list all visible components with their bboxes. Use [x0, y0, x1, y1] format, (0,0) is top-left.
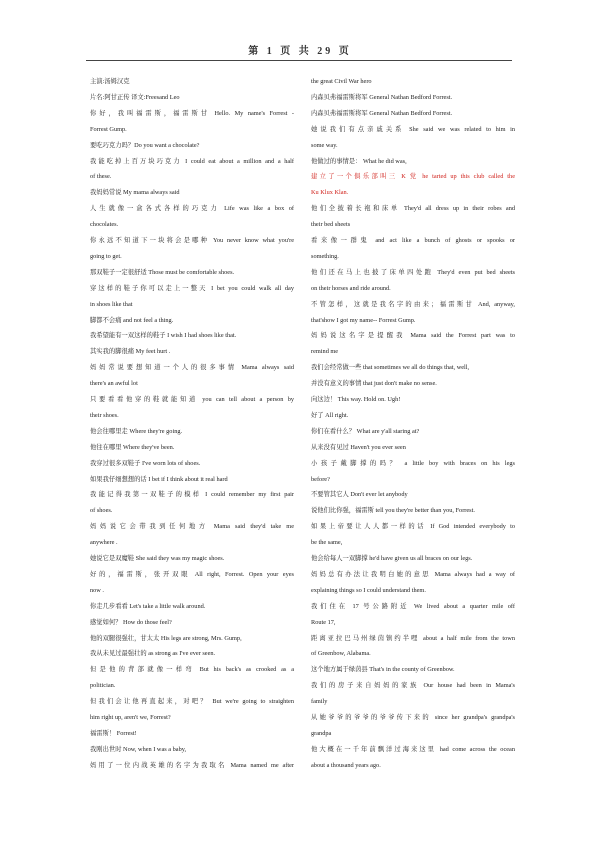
- text-line: him right up, aren't we, Forrest?: [90, 714, 171, 722]
- text-line: 你走几步看看 Let's take a little walk around.: [90, 602, 206, 610]
- text-line: 我们住在 17 号公路附近 We lived about a quarter mile off: [311, 602, 515, 610]
- text-line: 内森贝弗福雷斯将军 General Nathan Bedford Forrest.: [311, 93, 453, 101]
- text-line: 我穿过很多双鞋子 I've worn lots of shoes.: [90, 459, 201, 467]
- text-line: before?: [311, 475, 330, 483]
- text-line: 但我们会让他再直起来，对吧？ But we're going to straighten: [90, 698, 294, 706]
- text-line: 你好，我叫福雷斯，福雷斯甘 Hello. My name's Forrest -: [90, 109, 294, 117]
- text-line: 从来没有见过 Haven't you ever seen: [311, 443, 406, 451]
- text-line: 片名:阿甘正传 译文:Freesand Leo: [90, 93, 180, 101]
- text-line: Route 17,: [311, 618, 336, 626]
- text-line: grandpa: [311, 729, 332, 737]
- text-line: 这个地方属于绿茵县 That's in the county of Greenbow.: [311, 666, 455, 674]
- text-line: 建立了一个俱乐部叫三 K 党 he tarted up this club called the: [311, 173, 515, 181]
- text-line: 要吃巧克力吗？Do you want a chocolate?: [90, 141, 200, 149]
- text-line: 妈妈说这名字是提醒我 Mama said the Forrest part was to: [311, 332, 515, 340]
- text-line: of Greenbow, Alabama.: [311, 650, 371, 658]
- text-line: 只要看看他穿的鞋就能知道 you can tell about a person by: [90, 396, 294, 404]
- header-rule: [86, 60, 512, 61]
- text-line: 我们的房子来自妈妈的家族 Our house had been in Mama's: [311, 682, 515, 690]
- text-line: 脚都不会痛 and not feel a thing.: [90, 316, 174, 324]
- text-line: 他会往哪里走 Where they're going.: [90, 427, 183, 435]
- text-line: be the same,: [311, 539, 343, 547]
- text-line: 妈妈总有办法让我明白她的意思 Mama always had a way of: [311, 570, 515, 578]
- text-line: their shoes.: [90, 411, 119, 419]
- text-line: 我从未见过最强壮的 as strong as I've ever seen.: [90, 650, 216, 658]
- text-line: 内森贝弗福雷斯将军 General Nathan Bedford Forrest.: [311, 109, 453, 117]
- text-line: 你们在看什么？ What are y'all staring at?: [311, 427, 420, 435]
- text-line: their bed sheets: [311, 221, 351, 229]
- text-line: 他们还在马上也披了床单四处跑 They'd even put bed sheets: [311, 268, 515, 276]
- right-text-column: [311, 74, 515, 774]
- text-line: of these.: [90, 173, 112, 181]
- text-line: family: [311, 698, 328, 706]
- text-line: 不管怎样，这就是我名字的由来；福雷斯甘 And, anyway,: [311, 300, 515, 308]
- text-line: 我希望能有一双这样的鞋子 I wish I had shoes like that.: [90, 332, 237, 340]
- text-line: 我能记得我第一双鞋子的模样 I could remember my first pair: [90, 491, 294, 499]
- page-header: 第 1 页 共 29 页: [248, 46, 352, 57]
- text-line: Forrest Gump.: [90, 125, 127, 133]
- text-line: that'show I got my name-- Forrest Gump.: [311, 316, 416, 324]
- text-line: 并没有意义的事情 that just don't make no sense.: [311, 380, 437, 388]
- text-line: Ku Klux Klan.: [311, 189, 349, 197]
- text-line: there's an awful lot: [90, 380, 138, 388]
- text-line: 好了 All right.: [311, 411, 349, 419]
- text-line: 他的双腿很强壮，甘太太 His legs are strong, Mrs. Gump,: [90, 634, 242, 642]
- text-line: 从她爷爷的爷爷的爷爷传下来的 since her grandpa's grandpa's: [311, 714, 515, 722]
- text-line: something.: [311, 252, 339, 260]
- text-line: explaining things so I could understand them.: [311, 586, 426, 594]
- text-line: 妈用了一位内战英雄的名字为我取名 Mama named me after: [90, 761, 294, 769]
- text-line: 他做过的事情是： What he did was,: [311, 157, 407, 165]
- text-line: 妈妈常说要想知道一个人的很多事情 Mama always said: [90, 364, 294, 372]
- text-line: 但是他的背部就像一样弯 But his back's as crooked as a: [90, 666, 294, 674]
- text-line: on their horses and ride around.: [311, 284, 391, 292]
- text-line: 她说它是双魔鞋 She said they was my magic shoes.: [90, 555, 225, 563]
- left-text-column: [90, 74, 294, 774]
- text-line: 人生就像一盒各式各样的巧克力 Life was like a box of: [90, 205, 294, 213]
- text-line: 我们会经常做一些 that sometimes we all do things that, well,: [311, 364, 470, 372]
- text-line: 感觉如何？ How do those feel?: [90, 618, 172, 626]
- text-line: chocolates.: [90, 221, 119, 229]
- text-line: 他大概在一千年前飘洋过海来这里 had come across the ocean: [311, 745, 515, 753]
- text-line: 那双鞋子一定很舒适 Those must be comfortable shoes.: [90, 268, 235, 276]
- text-line: 好的，福雷斯，张开双眼 All right, Forrest. Open your eyes: [90, 570, 294, 578]
- text-line: 向这边！ This way. Hold on. Ugh!: [311, 396, 401, 404]
- text-line: 小孩子戴脚撑的吗？ a little boy with braces on his legs: [311, 459, 515, 467]
- text-line: 妈妈说它会带我到任何地方 Mama said they'd take me: [90, 523, 294, 531]
- text-line: in shoes like that: [90, 300, 133, 308]
- text-line: 福雷斯！ Forrest!: [90, 729, 137, 737]
- text-line: 看来像一群鬼 and act like a bunch of ghosts or spooks or: [311, 237, 515, 245]
- text-line: some way.: [311, 141, 338, 149]
- text-line: now .: [90, 586, 104, 594]
- text-line: of shoes.: [90, 507, 113, 515]
- text-line: the great Civil War hero: [311, 78, 372, 85]
- text-line: 他会给每人一双脚撑 he'd have given us all braces on our legs.: [311, 555, 473, 563]
- text-line: 主演:汤姆汉克: [90, 78, 130, 85]
- text-line: 她说我们有点亲戚关系 She said we was related to him in: [311, 125, 515, 133]
- text-line: politician.: [90, 682, 116, 690]
- text-line: 不要管其它人 Don't ever let anybody: [311, 491, 408, 499]
- text-line: 我能吃掉上百万块巧克力 I could eat about a million and a half: [90, 157, 294, 165]
- text-line: 如果上帝要让人人都一样的话 If God intended everybody to: [311, 523, 515, 531]
- text-line: going to get.: [90, 252, 122, 260]
- text-line: 我刚出世时 Now, when I was a baby,: [90, 745, 187, 753]
- text-line: about a thousand years ago.: [311, 761, 381, 769]
- text-line: 穿这样的鞋子你可以走上一整天 I bet you could walk all day: [90, 284, 294, 292]
- text-line: anywhere .: [90, 539, 118, 547]
- text-line: 距离亚拉巴马州绿茵镇约半哩 about a half mile from the town: [311, 634, 515, 642]
- text-line: remind me: [311, 348, 339, 356]
- text-line: 说他们比你强，福雷斯 tell you they're better than you, Forrest.: [311, 507, 475, 515]
- text-line: 他们全披着长袍和床单 They'd all dress up in their robes and: [311, 205, 515, 213]
- text-line: 他往在哪里 Where they've been.: [90, 443, 175, 451]
- text-line: 其实我的脚很痛 My feet hurt .: [90, 348, 171, 356]
- text-line: 我妈妈常说 My mama always said: [90, 189, 180, 197]
- text-line: 你永远不知道下一块将会是哪种 You never know what you're: [90, 237, 294, 245]
- text-line: 如果我仔细想想的话 I bet if I think about it real hard: [90, 475, 228, 483]
